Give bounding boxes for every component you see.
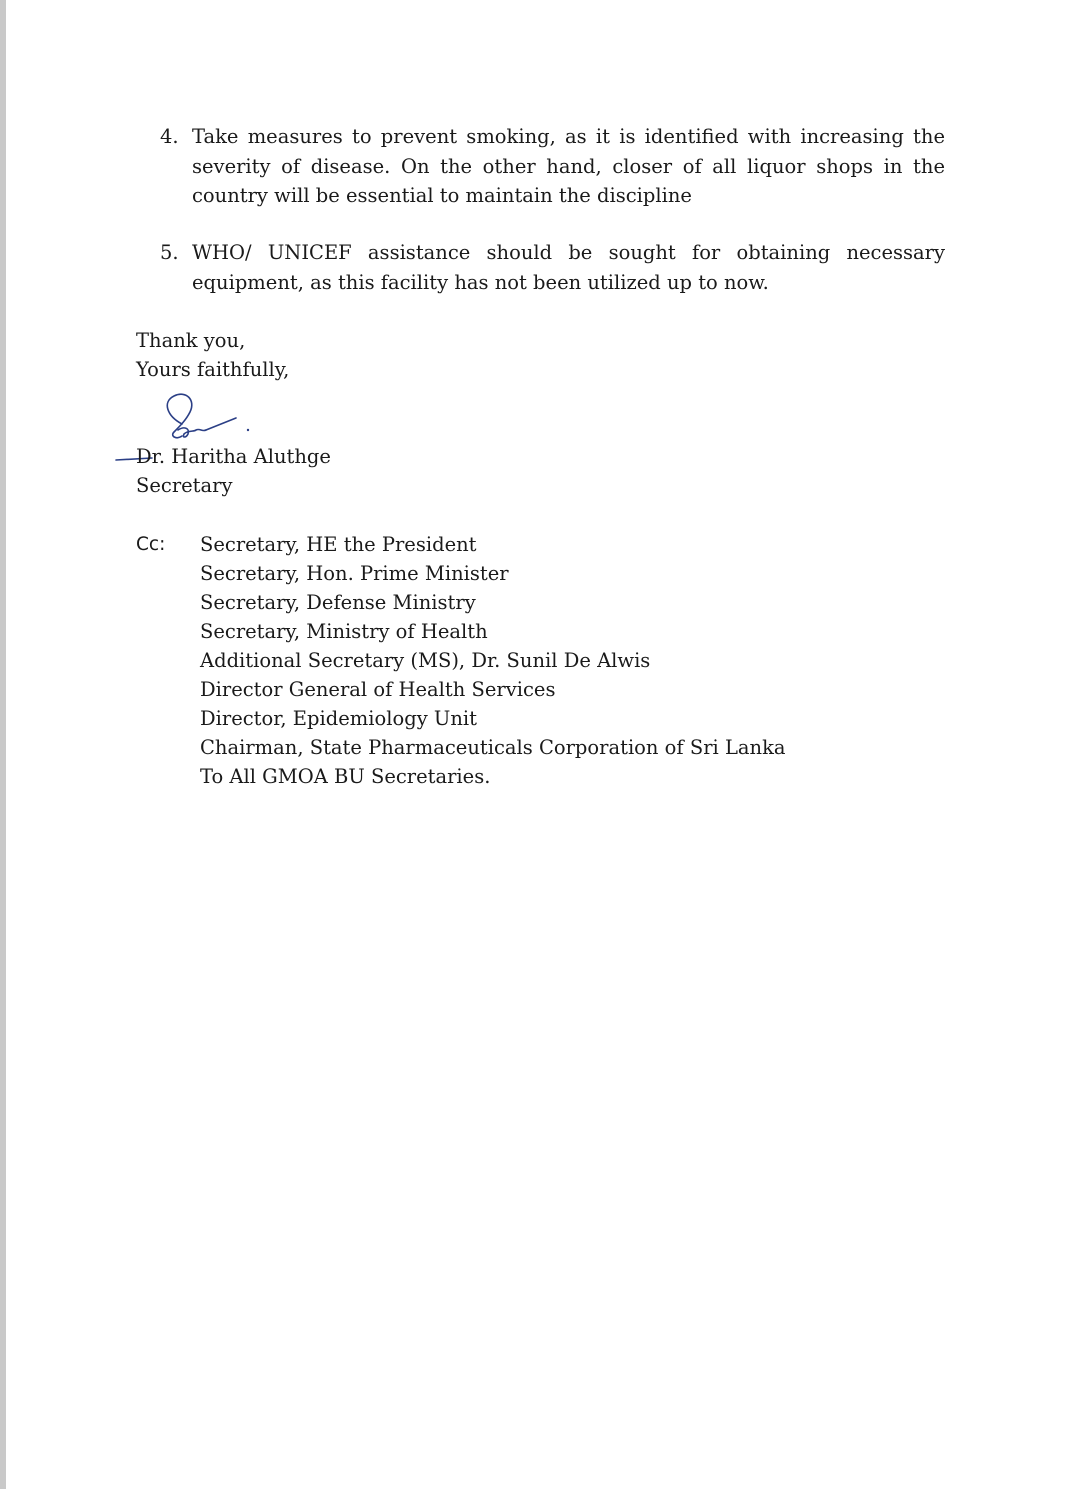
closing-sign-off: Yours faithfully, (136, 358, 290, 381)
cc-recipient: To All GMOA BU Secretaries. (200, 765, 491, 788)
list-text: WHO/ UNICEF assistance should be sought for obtaining necessary equipment, as this facility has not been utilized up to now. (192, 241, 945, 294)
list-item-5 (160, 238, 945, 297)
cc-recipient: Director General of Health Services (200, 678, 556, 701)
list-text: Take measures to prevent smoking, as it is identified with increasing the severity of disease. On the other hand, closer of all liquor shops in the country will be essential to maintain the discipline (192, 125, 945, 207)
list-item-4 (160, 122, 945, 211)
cc-recipient: Additional Secretary (MS), Dr. Sunil De Alwis (200, 649, 651, 672)
list-number: 4. (160, 125, 179, 148)
cc-recipient: Director, Epidemiology Unit (200, 707, 477, 730)
cc-recipient: Secretary, Ministry of Health (200, 620, 488, 643)
cc-recipient: Secretary, Defense Ministry (200, 591, 476, 614)
cc-recipient: Chairman, State Pharmaceuticals Corporation of Sri Lanka (200, 736, 786, 759)
cc-recipient: Secretary, HE the President (200, 533, 477, 556)
cc-list (200, 530, 786, 791)
cc-recipient: Secretary, Hon. Prime Minister (200, 562, 509, 585)
list-number: 5. (160, 241, 179, 264)
closing-thanks: Thank you, (136, 329, 246, 352)
signatory-title: Secretary (136, 474, 233, 497)
cc-label: Cc: (136, 534, 166, 555)
signatory-name: Dr. Haritha Aluthge (136, 445, 331, 468)
